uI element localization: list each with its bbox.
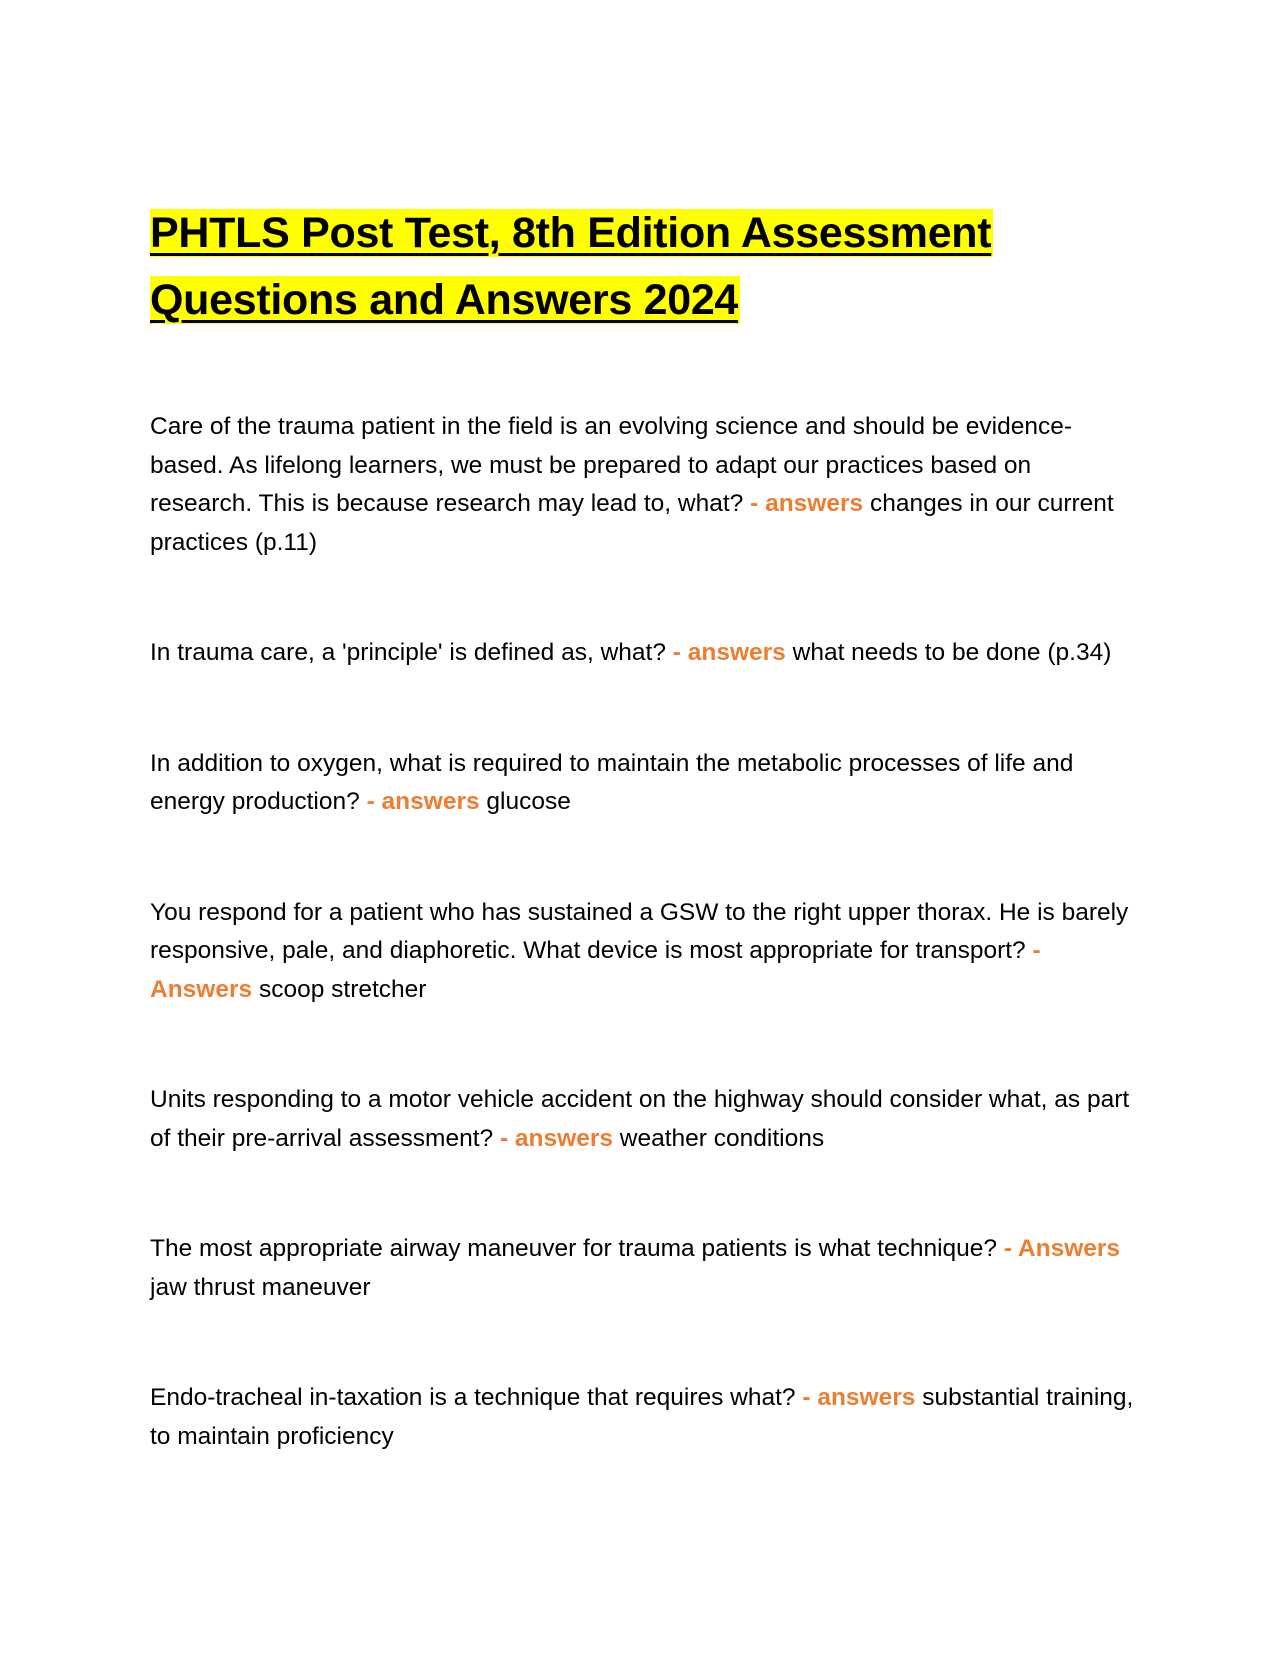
answer-marker: - Answers: [150, 937, 1041, 1003]
answer-marker: - answers: [750, 490, 864, 517]
answer-marker: - answers: [672, 639, 786, 666]
answer-marker: - answers: [802, 1384, 916, 1411]
question-text: Endo-tracheal in-taxation is a technique that requires what?: [150, 1384, 796, 1411]
qa-item-6: [150, 1230, 1135, 1307]
question-text: The most appropriate airway maneuver for trauma patients is what technique?: [150, 1235, 998, 1262]
title-line-2: Questions and Answers 2024: [150, 276, 739, 324]
title-line-1: PHTLS Post Test, 8th Edition Assessment: [150, 209, 992, 257]
qa-item-3: [150, 745, 1135, 822]
qa-item-4: [150, 894, 1135, 1010]
qa-item-5: [150, 1081, 1135, 1158]
answer-text: jaw thrust maneuver: [150, 1273, 371, 1301]
question-text: Care of the trauma patient in the field is an evolving science and should be evidence-based. As lifelong learners, we must be prepared to adapt our practices based on research. This is because research may lead to, what?: [150, 413, 1073, 517]
answer-text: changes in our current practices (p.11): [150, 490, 1114, 556]
question-text: In addition to oxygen, what is required to maintain the metabolic processes of life and energy production?: [150, 749, 1074, 815]
answer-marker: - Answers: [1003, 1235, 1121, 1262]
document-page: [150, 200, 1135, 1456]
answer-text: glucose: [486, 788, 571, 815]
question-text: Units responding to a motor vehicle accident on the highway should consider what, as part of their pre-arrival assessment?: [150, 1086, 1130, 1152]
qa-item-7: [150, 1379, 1135, 1456]
document-title: [150, 200, 1135, 334]
answer-text: substantial training, to maintain proficiency: [150, 1384, 1134, 1450]
question-text: You respond for a patient who has sustained a GSW to the right upper thorax. He is barely responsive, pale, and diaphoretic. What device is most appropriate for transport?: [150, 898, 1129, 964]
answer-text: scoop stretcher: [258, 975, 427, 1003]
qa-item-2: [150, 634, 1135, 673]
answer-marker: - answers: [366, 788, 480, 815]
answer-text: what needs to be done (p.34): [792, 639, 1112, 666]
qa-list: [150, 408, 1135, 1456]
answer-text: weather conditions: [619, 1124, 825, 1152]
question-text: In trauma care, a 'principle' is defined as, what?: [150, 639, 666, 666]
answer-marker: - answers: [499, 1124, 613, 1152]
qa-item-1: [150, 408, 1135, 562]
